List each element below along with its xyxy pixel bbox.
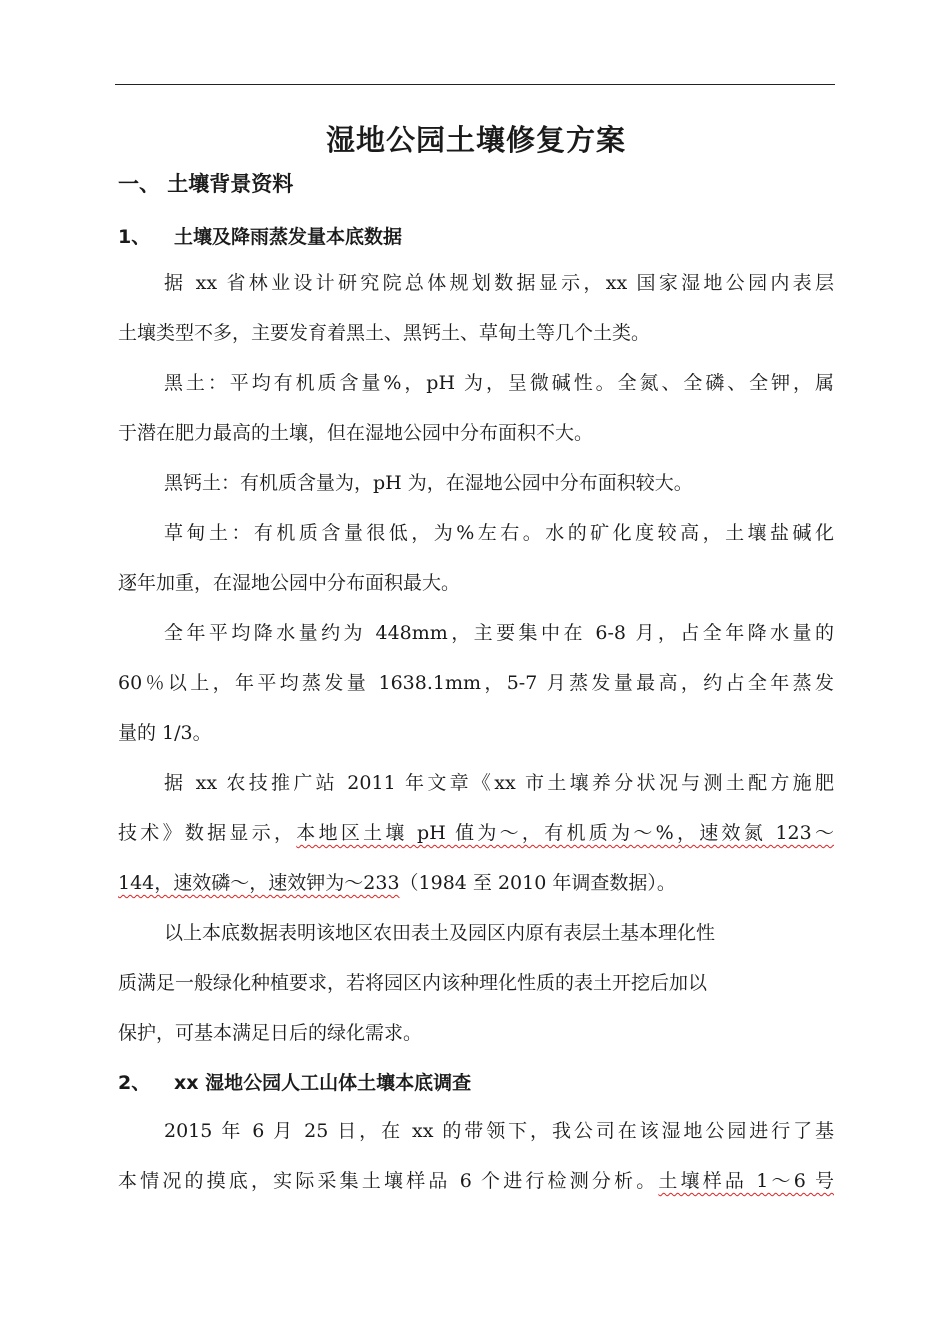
paragraph-line: 黑钙土：有机质含量为，pH 为，在湿地公园中分布面积较大。: [164, 472, 693, 494]
subsection-heading-2: [118, 1068, 471, 1095]
spellcheck-underlined-text: 本地区土壤 pH 值为～，有机质为～%，速效氮 123～: [296, 822, 834, 844]
paragraph-line: [118, 1166, 834, 1196]
paragraph-line: 2015 年 6 月 25 日，在 xx 的带领下，我公司在该湿地公园进行了基: [164, 1120, 834, 1142]
paragraph-line: 土壤类型不多，主要发育着黑土、黑钙土、草甸土等几个土类。: [118, 322, 651, 344]
paragraph-line: 黑土：平均有机质含量%，pH 为，呈微碱性。全氮、全磷、全钾，属: [164, 372, 834, 394]
paragraph-line: 质满足一般绿化种植要求，若将园区内该种理化性质的表土开挖后加以: [118, 972, 708, 994]
text-run: （1984 至 2010 年调查数据）。: [399, 872, 676, 894]
spellcheck-underlined-text: 土壤样品 1～6 号: [658, 1170, 834, 1192]
subsection-number: 2、: [118, 1072, 151, 1094]
section-heading-1: 一、 土壤背景资料: [118, 172, 294, 196]
text-run: 本情况的摸底，实际采集土壤样品 6 个进行检测分析。: [118, 1170, 659, 1192]
subsection-number: 1、: [118, 226, 151, 248]
spellcheck-underlined-text: 144，速效磷～，速效钾为～233: [118, 872, 400, 894]
paragraph-line: 以上本底数据表明该地区农田表土及园区内原有表层土基本理化性: [164, 922, 716, 944]
subsection-heading-1: [118, 222, 402, 249]
paragraph-line: 逐年加重，在湿地公园中分布面积最大。: [118, 572, 461, 594]
text-run: 技术》数据显示，: [118, 822, 297, 844]
paragraph-line: 60％以上，年平均蒸发量 1638.1mm，5-7 月蒸发量最高，约占全年蒸发: [118, 672, 834, 694]
paragraph-line: 量的 1/3。: [118, 722, 212, 744]
paragraph-line: 于潜在肥力最高的土壤，但在湿地公园中分布面积不大。: [118, 422, 594, 444]
header-rule: [115, 84, 835, 85]
paragraph-line: 草甸土：有机质含量很低，为%左右。水的矿化度较高，土壤盐碱化: [164, 522, 834, 544]
paragraph-line: 保护，可基本满足日后的绿化需求。: [118, 1022, 423, 1044]
paragraph-line: [118, 868, 834, 898]
page-title: 湿地公园土壤修复方案: [325, 123, 626, 157]
paragraph-line: 据 xx 农技推广站 2011 年文章《xx 市土壤养分状况与测土配方施肥: [164, 772, 834, 794]
subsection-title: xx 湿地公园人工山体土壤本底调查: [174, 1072, 472, 1094]
paragraph-line: 据 xx 省林业设计研究院总体规划数据显示，xx 国家湿地公园内表层: [164, 272, 834, 294]
subsection-title: 土壤及降雨蒸发量本底数据: [174, 226, 403, 248]
paragraph-line: [118, 818, 834, 848]
paragraph-line: 全年平均降水量约为 448mm，主要集中在 6-8 月，占全年降水量的: [164, 622, 834, 644]
